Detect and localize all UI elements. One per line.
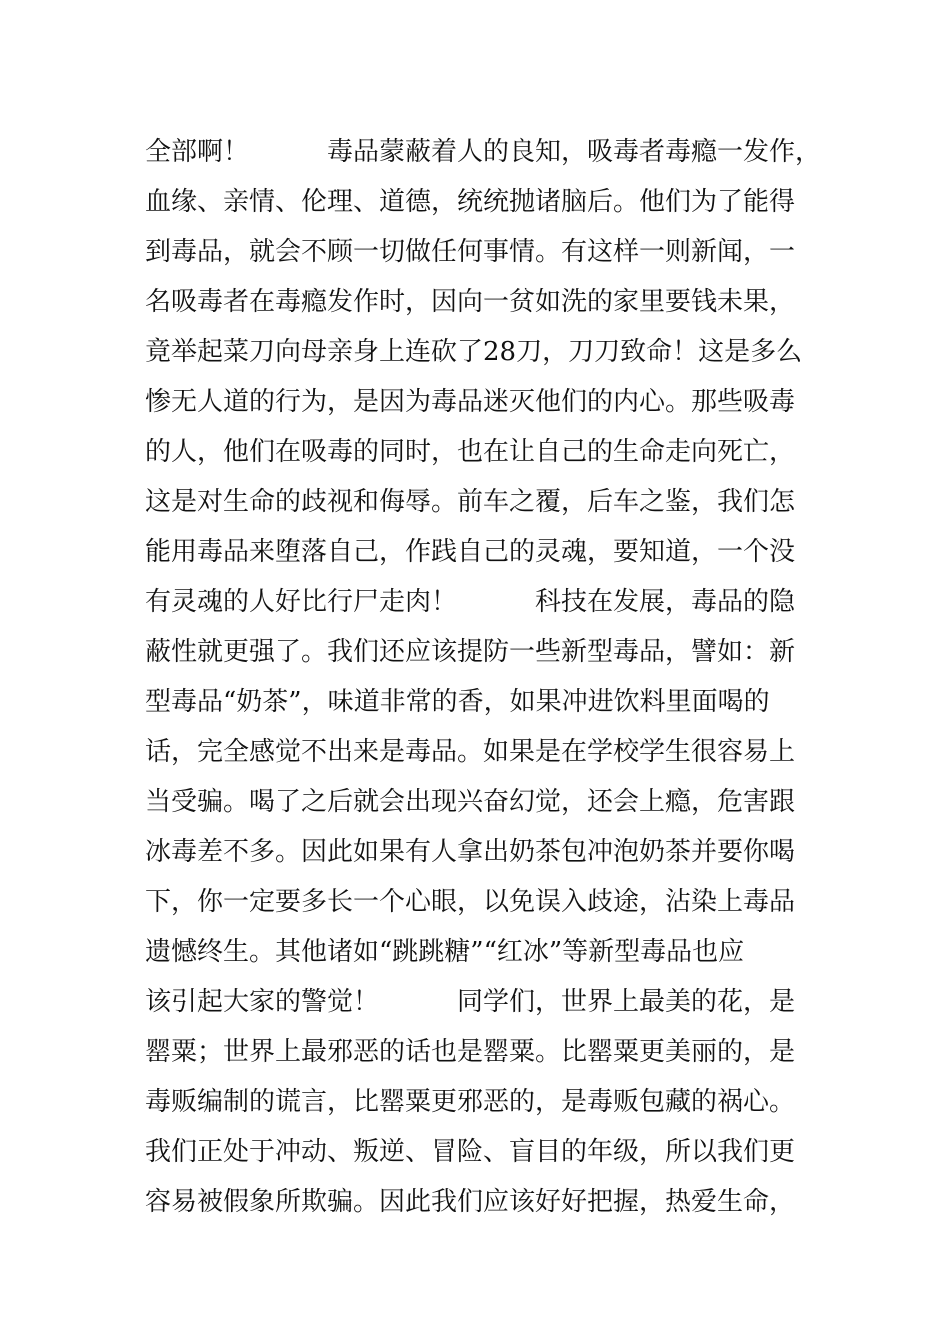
text-line: 容易被假象所欺骗。因此我们应该好好把握，热爱生命， <box>145 1187 796 1217</box>
text-line: 罂粟；世界上最邪恶的话也是罂粟。比罂粟更美丽的，是 <box>145 1037 796 1067</box>
text-line: 名吸毒者在毒瘾发作时，因向一贫如洗的家里要钱未果， <box>145 287 796 317</box>
text-line: 到毒品，就会不顾一切做任何事情。有这样一则新闻，一 <box>145 237 796 267</box>
text-line: 全部啊！ 毒品蒙蔽着人的良知，吸毒者毒瘾一发作， <box>145 137 822 167</box>
text-line: 当受骗。喝了之后就会出现兴奋幻觉，还会上瘾，危害跟 <box>145 787 796 817</box>
text-line: 下，你一定要多长一个心眼，以免误入歧途，沾染上毒品 <box>145 887 796 917</box>
text-line: 该引起大家的警觉！ 同学们，世界上最美的花，是 <box>145 987 796 1017</box>
text-line: 我们正处于冲动、叛逆、冒险、盲目的年级，所以我们更 <box>145 1137 796 1167</box>
text-line: 型毒品“奶茶”，味道非常的香，如果冲进饮料里面喝的 <box>145 687 770 717</box>
text-line: 的人，他们在吸毒的同时，也在让自己的生命走向死亡， <box>145 437 796 467</box>
text-line: 竟举起菜刀向母亲身上连砍了28刀，刀刀致命！这是多么 <box>145 337 803 367</box>
text-line: 话，完全感觉不出来是毒品。如果是在学校学生很容易上 <box>145 737 796 767</box>
text-line: 血缘、亲情、伦理、道德，统统抛诸脑后。他们为了能得 <box>145 187 796 217</box>
text-line: 这是对生命的歧视和侮辱。前车之覆，后车之鉴，我们怎 <box>145 487 796 517</box>
text-line: 冰毒差不多。因此如果有人拿出奶茶包冲泡奶茶并要你喝 <box>145 837 796 867</box>
text-line: 蔽性就更强了。我们还应该提防一些新型毒品，譬如：新 <box>145 637 796 667</box>
text-line: 能用毒品来堕落自己，作践自己的灵魂，要知道，一个没 <box>145 537 796 567</box>
text-line: 遗憾终生。其他诸如“跳跳糖”“红冰”等新型毒品也应 <box>145 937 745 967</box>
text-line: 有灵魂的人好比行尸走肉！ 科技在发展，毒品的隐 <box>145 587 796 617</box>
text-line: 惨无人道的行为，是因为毒品迷灭他们的内心。那些吸毒 <box>145 387 796 417</box>
body-text <box>145 127 835 1227</box>
text-line: 毒贩编制的谎言，比罂粟更邪恶的，是毒贩包藏的祸心。 <box>145 1087 796 1117</box>
